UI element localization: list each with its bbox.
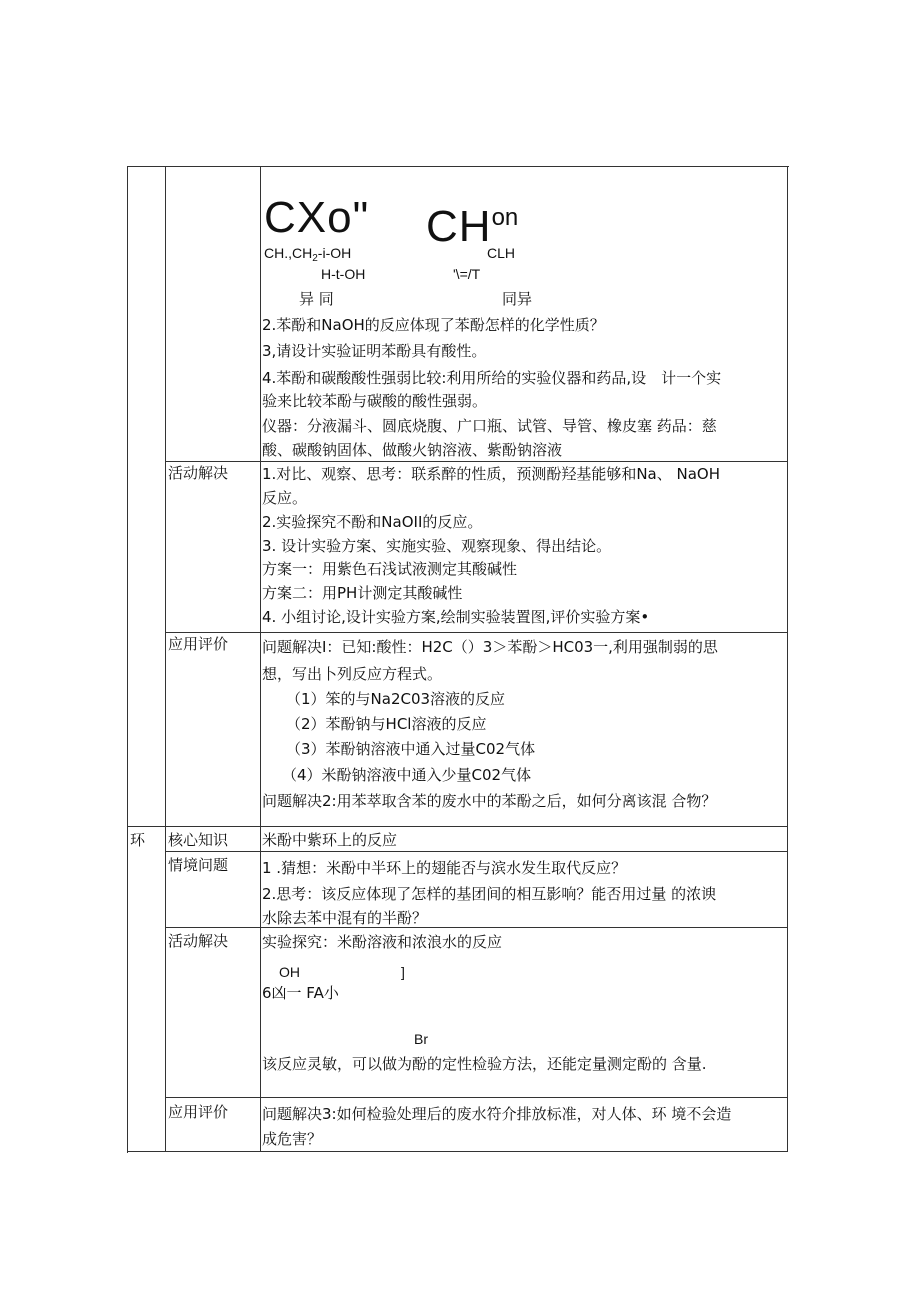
apply-line: （3）苯酚钠溶液中通入过量C02气体 bbox=[286, 740, 536, 758]
structure-line1-right: CLH bbox=[487, 245, 516, 261]
situation-line: 水除去苯中混有的半酚？ bbox=[262, 909, 428, 927]
question-3: 3,请设计实验证明苯酚具有酸性。 bbox=[262, 342, 487, 360]
apply-line: （2）苯酚钠与HCl溶液的反应 bbox=[286, 715, 487, 733]
table-bottom-border bbox=[127, 1151, 788, 1152]
structure-formula-right-main: CH bbox=[426, 202, 492, 251]
structure-label-left: 异 同 bbox=[299, 290, 334, 308]
structure-label-right: 同异 bbox=[502, 290, 533, 308]
structure-formula-right-sup: on bbox=[491, 204, 519, 231]
core-knowledge-label: 核心知识 bbox=[168, 831, 229, 849]
situation-line: 1 .猜想：米酚中半环上的翅能否与滨水发生取代反应？ bbox=[262, 859, 627, 877]
row-divider bbox=[165, 851, 788, 852]
row-divider bbox=[165, 927, 788, 928]
structure-formula-left: CXo" bbox=[264, 193, 370, 242]
activity-line: 4. 小组讨论,设计实验方案,绘制实验装置图,评价实验方案• bbox=[262, 608, 650, 626]
activity-line: 反应。 bbox=[262, 489, 308, 507]
apply-line: 问题解决2:用苯萃取含苯的废水中的苯酚之后，如何分离该混 合物？ bbox=[262, 792, 717, 810]
question-4-line2: 验来比较苯酚与碳酸的酸性强弱。 bbox=[262, 392, 488, 410]
activity-line: 方案一：用紫色石浅试液测定其酸碱性 bbox=[262, 560, 518, 578]
apply-line: （1）笨的与Na2C03溶液的反应 bbox=[286, 690, 506, 708]
row-divider bbox=[165, 632, 788, 633]
apply-line: 问题解决I：已知:酸性：H2C（）3＞苯酚＞HC03一,利用强制弱的思 bbox=[262, 638, 718, 656]
structure-line2-right: '\=/T bbox=[453, 266, 481, 282]
row-divider bbox=[165, 1097, 788, 1098]
reaction-br: Br bbox=[414, 1031, 428, 1047]
core-knowledge-text: 米酚中紫环上的反应 bbox=[262, 831, 398, 849]
reaction-bracket: ] bbox=[401, 964, 405, 980]
col-divider-2 bbox=[260, 166, 261, 1152]
apply-label: 应用评价 bbox=[168, 1103, 229, 1121]
question-4-line1: 4.苯酚和碳酸酸性强弱比较:利用所给的实验仪器和药品,设 计一个实 bbox=[262, 369, 722, 387]
apply-line: （4）米酚钠溶液中通入少量C02气体 bbox=[282, 766, 532, 784]
table-right-border bbox=[787, 166, 788, 1152]
row-divider bbox=[165, 461, 788, 462]
reaction-equation: 6凶一 FA小 bbox=[262, 984, 339, 1002]
apply-line: 想，写出卜列反应方程式。 bbox=[262, 665, 443, 683]
activity-label: 活动解决 bbox=[168, 932, 229, 950]
structure-line2-left: H-t-OH bbox=[321, 266, 366, 282]
section-col0-label: 环 bbox=[130, 831, 146, 849]
activity-label: 活动解决 bbox=[168, 464, 229, 482]
activity-line: 方案二：用PH计测定其酸碱性 bbox=[262, 584, 463, 602]
activity-line: 3. 设计实验方案、实施实验、观察现象、得出结论。 bbox=[262, 537, 612, 555]
activity-line: 1.对比、观察、思考：联系醉的性质，预测酚羟基能够和Na、 NaOH bbox=[262, 465, 720, 483]
activity-line: 该反应灵敏，可以做为酚的定性检验方法，还能定量测定酚的 含量. bbox=[262, 1055, 707, 1073]
apply-line: 成危害？ bbox=[262, 1130, 323, 1148]
question-4-line3: 仪器：分液漏斗、圆底烧腹、广口瓶、试管、导管、橡皮塞 药品：慈 bbox=[262, 417, 717, 435]
situation-line: 2.思考：该反应体现了怎样的基团间的相互影响？能否用过量 的浓谀 bbox=[262, 885, 717, 903]
question-4-line4: 酸、碳酸钠固体、做酸火钠溶液、紫酚钠溶液 bbox=[262, 441, 563, 459]
activity-line: 实验探究：米酚溶液和浓浪水的反应 bbox=[262, 933, 503, 951]
row-divider bbox=[127, 826, 788, 827]
col-divider-1 bbox=[165, 166, 166, 1152]
situation-label: 情境问题 bbox=[168, 856, 229, 874]
question-2: 2.苯酚和NaOH的反应体现了苯酚怎样的化学性质？ bbox=[262, 316, 605, 334]
structure-line1-sub: 2 bbox=[312, 253, 318, 264]
apply-label: 应用评价 bbox=[168, 635, 229, 653]
structure-line1-text: CH.,CH bbox=[264, 245, 313, 261]
apply-line: 问题解决3:如何检验处理后的废水符介排放标准，对人体、环 境不会造 bbox=[262, 1105, 732, 1123]
activity-line: 2.实验探究不酚和NaOII的反应。 bbox=[262, 513, 483, 531]
reaction-oh: OH bbox=[279, 964, 300, 980]
structure-formula-right bbox=[426, 194, 518, 251]
structure-line1-tail: -i-OH bbox=[317, 245, 352, 261]
